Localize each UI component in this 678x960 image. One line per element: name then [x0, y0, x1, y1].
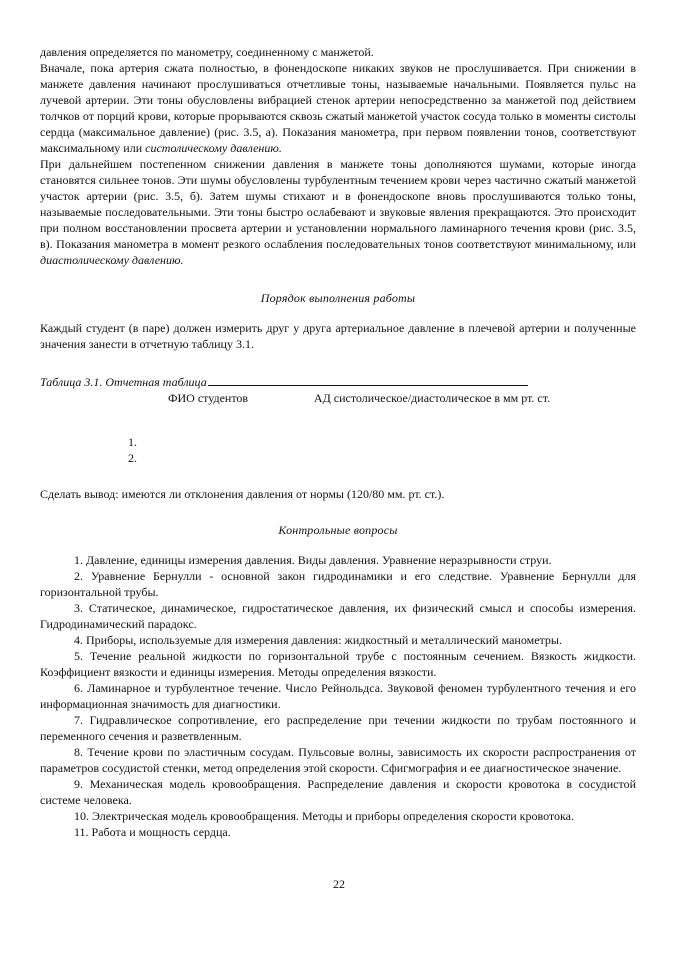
- document-body: [40, 44, 636, 840]
- question-item: 4. Приборы, используемые для измерения давления: жидкостный и металлический манометры.: [74, 633, 562, 647]
- question-item: 11. Работа и мощность сердца.: [74, 825, 231, 839]
- procedure-heading: Порядок выполнения работы: [260, 291, 416, 305]
- question-item: 8. Течение крови по эластичным сосудам. Пульсовые волны, зависимость их скорости распространения от параметров сосудистой стенки, метод определения этой скорости. Сфигмография и ее диагностическое значение.: [40, 745, 636, 775]
- table-caption: Таблица 3.1. Отчетная таблица: [40, 374, 636, 390]
- report-table-header: [40, 390, 636, 424]
- question-item: 7. Гидравлическое сопротивление, его распределение при течении жидкости по трубам постоянного и переменного сечения и разветвленным.: [40, 713, 636, 743]
- caption-underline: [208, 374, 528, 386]
- question-item: 5. Течение реальной жидкости по горизонтальной трубе с постоянным сечением. Вязкость жидкости. Коэффициент вязкости и единицы измерения. Методы определения вязкости.: [40, 649, 636, 679]
- question-item: 3. Статическое, динамическое, гидростатическое давления, их физический смысл и способы измерения. Гидродинамический парадокс.: [40, 601, 636, 631]
- question-item: 2. Уравнение Бернулли - основной закон гидродинамики и его следствие. Уравнение Бернулли для горизонтальной трубы.: [40, 569, 636, 599]
- question-item: 9. Механическая модель кровообращения. Распределение давления и скорости кровотока в сосудистой системе человека.: [40, 777, 636, 807]
- question-item: 10. Электрическая модель кровообращения. Методы и приборы определения скорости кровотока.: [74, 809, 574, 823]
- intro-line-1: давления определяется по манометру, соединенному с манжетой.: [40, 45, 374, 59]
- table-row-1: 1.: [128, 435, 137, 449]
- intro-paragraph-3: При дальнейшем постепенном снижении давления в манжете тоны дополняются шумами, которые иногда становятся сильнее тонов. Эти шумы обусловлены турбулентным течением крови через частично сжатый манжетой участок артерии (рис. 3.5, б). Затем шумы стихают и в фонендоскопе вновь прослушиваются только тоны, называемые последовательными. Эти тоны быстро ослабевают и звуковые явления прекращаются. Это происходит при полном восстановлении просвета артерии и установлении нормального ламинарного течения крови (рис. 3.5, в). Показания манометра в момент резкого ослабления последовательных тонов соответствуют минимальному, или диастолическому давлению.: [40, 157, 636, 267]
- column-header-pressure: АД систолическое/диастолическое в мм рт. ст.: [313, 391, 551, 405]
- table-row-2: 2.: [128, 451, 137, 465]
- intro-paragraph-2: Вначале, пока артерия сжата полностью, в фонендоскопе никаких звуков не прослушивается. При снижении в манжете давления начинают прослушиваться отчетливые тоны, называемые начальными. Появляется пульс на лучевой артерии. Эти тоны обусловлены вибрацией стенок артерии непосредственно за манжетой под действием толчков от порций крови, которые прорываются сквозь сжатый манжетой участок сосуда только в моменты систолы сердца (максимальное давление) (рис. 3.5, а). Показания манометра, при первом появлении тонов, соответствуют максимальному или систолическому давлению.: [40, 61, 636, 155]
- questions-list: [40, 552, 636, 840]
- column-header-names: ФИО студентов: [168, 391, 249, 405]
- systolic-term: систолическому давлению.: [145, 141, 282, 155]
- page-number: 22: [333, 877, 345, 891]
- procedure-text: Каждый студент (в паре) должен измерить друг у друга артериальное давление в плечевой артерии и полученные значения занести в отчетную таблицу 3.1.: [40, 321, 636, 351]
- questions-heading: Контрольные вопросы: [278, 523, 398, 537]
- question-item: 6. Ламинарное и турбулентное течение. Число Рейнольдса. Звуковой феномен турбулентного течения и его информационная значимость для диагностики.: [40, 681, 636, 711]
- diastolic-term: диастолическому давлению.: [40, 253, 184, 267]
- conclusion-text: Сделать вывод: имеются ли отклонения давления от нормы (120/80 мм. рт. ст.).: [40, 487, 445, 501]
- question-item: 1. Давление, единицы измерения давления. Виды давления. Уравнение неразрывности струи.: [74, 553, 552, 567]
